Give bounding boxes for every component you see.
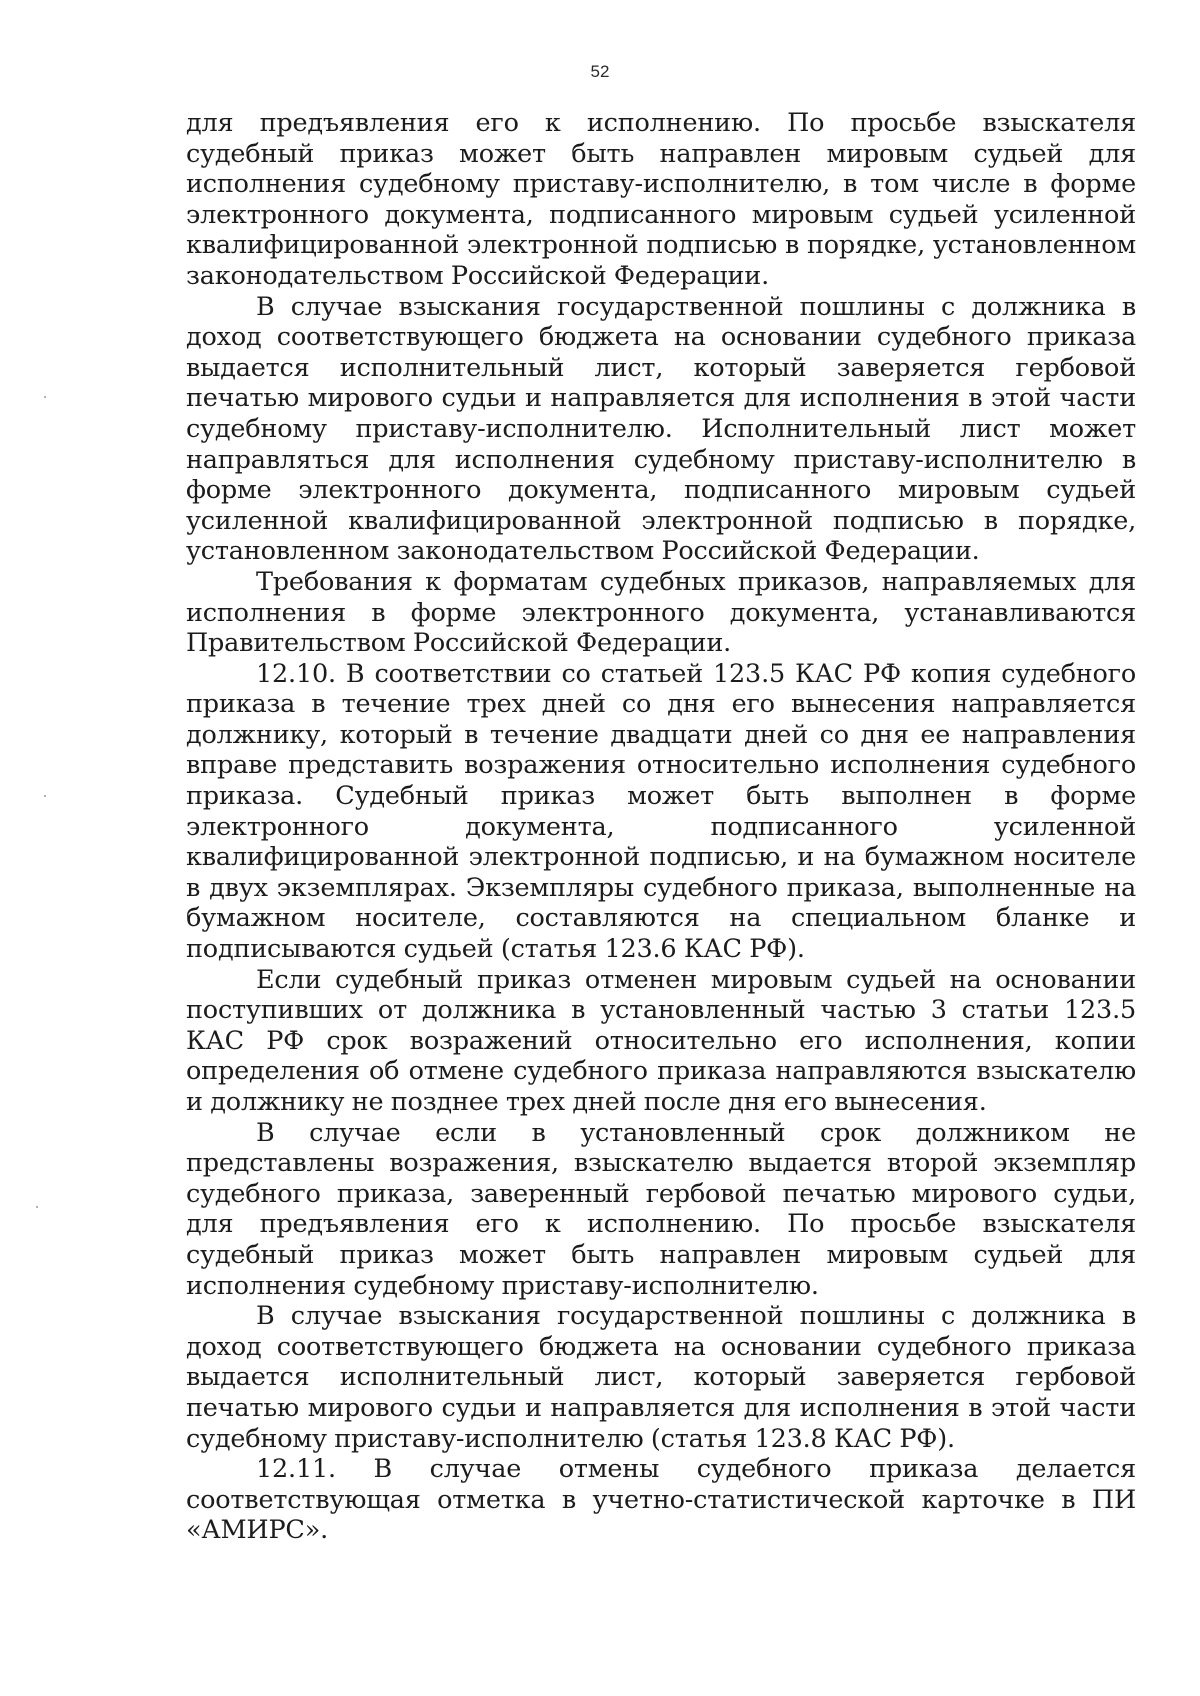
paragraph-12-10: 12.10. В соответствии со статьей 123.5 КАС РФ копия судебного приказа в течение трех дней со дня его вынесения направляется должнику, который в течение двадцати дней со дня ее направления вправе представить возражения относительно исполнения судебного приказа. Судебный приказ может быть выполнен в форме электронного документа, подписанного усиленной квалифицированной электронной подписью, и на бумажном носителе в двух экземплярах. Экземпляры судебного приказа, выполненные на бумажном носителе, составляются на специальном бланке и подписываются судьей (статья 123.6 КАС РФ). <box>186 658 1136 965</box>
page-number: 52 <box>590 62 610 81</box>
paragraph-no-objections: В случае если в установленный срок должником не представлены возражения, взыскателю выдается второй экземпляр судебного приказа, заверенный гербовой печатью мирового судьи, для предъявления его к исполнению. По просьбе взыскателя судебный приказ может быть направлен мировым судьей для исполнения судебному приставу-исполнителю. <box>186 1117 1136 1301</box>
paragraph-12-11: 12.11. В случае отмены судебного приказа делается соответствующая отметка в учетно-статистической карточке в ПИ «АМИРС». <box>186 1454 1136 1546</box>
paragraph-state-duty-writ: В случае взыскания государственной пошлины с должника в доход соответствующего бюджета на основании судебного приказа выдается исполнительный лист, который заверяется гербовой печатью мирового судьи и направляется для исполнения в этой части судебному приставу-исполнителю (статья 123.8 КАС РФ). <box>186 1301 1136 1454</box>
scan-speck <box>44 396 46 398</box>
paragraph-order-cancelled: Если судебный приказ отменен мировым судьей на основании поступивших от должника в установленный частью 3 статьи 123.5 КАС РФ срок возражений относительно его исполнения, копии определения об отмене судебного приказа направляются взыскателю и должнику не позднее трех дней после дня его вынесения. <box>186 964 1136 1117</box>
paragraph-state-duty: В случае взыскания государственной пошлины с должника в доход соответствующего бюджета на основании судебного приказа выдается исполнительный лист, который заверяется гербовой печатью мирового судьи и направляется для исполнения в этой части судебному приставу-исполнителю. Исполнительный лист может направляться для исполнения судебному приставу-исполнителю в форме электронного документа, подписанного мировым судьей усиленной квалифицированной электронной подписью в порядке, установленном законодательством Российской Федерации. <box>186 291 1136 567</box>
paragraph-continuation: для предъявления его к исполнению. По просьбе взыскателя судебный приказ может быть направлен мировым судьей для исполнения судебному приставу-исполнителю, в том числе в форме электронного документа, подписанного мировым судьей усиленной квалифицированной электронной подписью в порядке, установленном законодательством Российской Федерации. <box>186 108 1136 291</box>
paragraph-format-requirements: Требования к форматам судебных приказов, направляемых для исполнения в форме электронного документа, устанавливаются Правительством Российской Федерации. <box>186 566 1136 659</box>
document-body <box>186 108 1136 1546</box>
scan-speck <box>44 795 46 797</box>
scan-speck <box>36 1206 38 1208</box>
